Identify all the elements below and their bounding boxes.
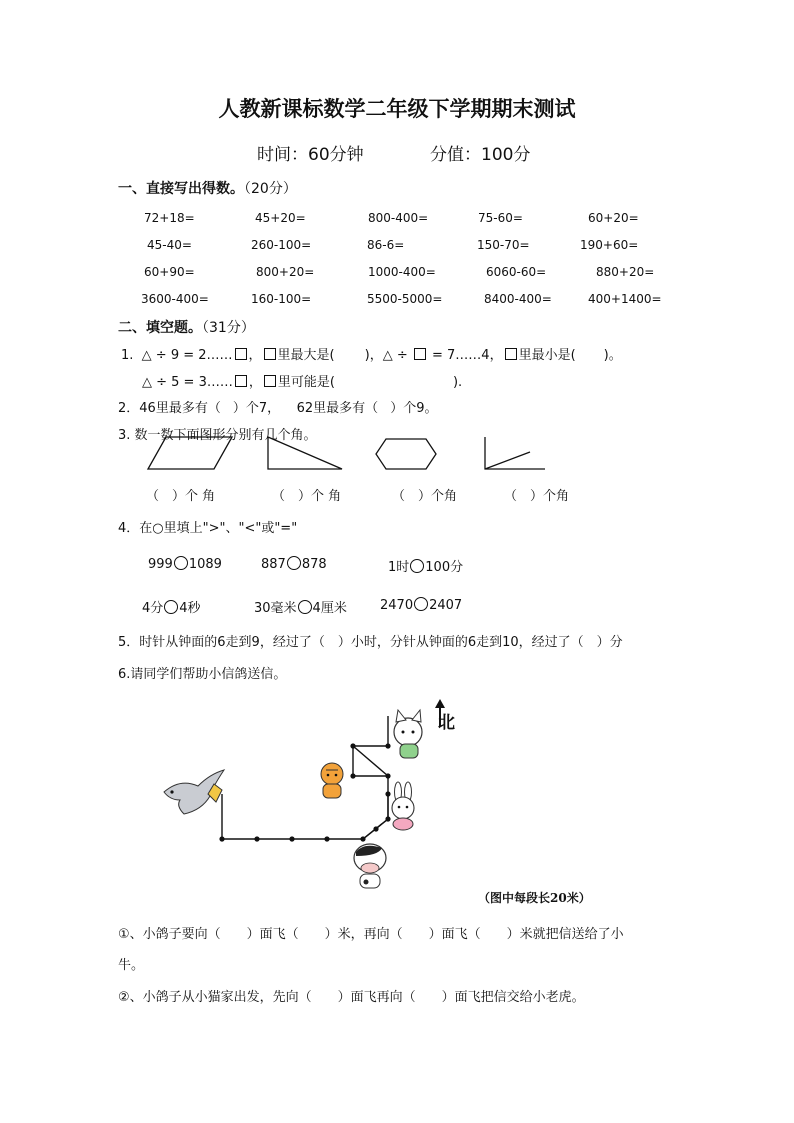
pigeon-route-map xyxy=(150,696,630,914)
calc-item: 60+20= xyxy=(588,211,639,225)
calc-item: 60+90= xyxy=(144,265,195,279)
exam-score: 分值：100分 xyxy=(430,145,531,165)
exam-time: 时间：60分钟 xyxy=(257,145,364,165)
circle-blank-icon[interactable] xyxy=(410,559,424,573)
compare-item: 887 878 xyxy=(261,557,327,572)
calc-item: 1000-400= xyxy=(368,265,436,279)
section-2-heading: 二、填空题。（31分） xyxy=(118,320,255,336)
calc-item: 150-70= xyxy=(477,238,530,252)
route-dots xyxy=(219,743,390,841)
calc-item: 3600-400= xyxy=(141,292,209,306)
circle-blank-icon[interactable] xyxy=(287,556,301,570)
answer-angles-4: （ ）个角 xyxy=(504,489,570,504)
hexagon-shape xyxy=(376,439,436,469)
calc-item: 190+60= xyxy=(580,238,639,252)
question-2: 2．46里最多有（ ）个7， 62里最多有（ ）个9。 xyxy=(118,401,438,416)
calc-item: 260-100= xyxy=(251,238,312,252)
square-box-icon xyxy=(264,375,276,387)
circle-blank-icon[interactable] xyxy=(298,600,312,614)
rabbit-icon xyxy=(392,782,414,830)
answer-angles-2: （ ）个 角 xyxy=(272,489,342,504)
calc-item: 8400-400= xyxy=(484,292,552,306)
tiger-icon xyxy=(321,763,343,798)
square-box-icon xyxy=(235,348,247,360)
circle-blank-icon[interactable] xyxy=(164,600,178,614)
calc-item: 800-400= xyxy=(368,211,429,225)
question-6-part-1-cont: 牛。 xyxy=(118,958,145,973)
calc-item: 880+20= xyxy=(596,265,655,279)
square-box-icon xyxy=(414,348,426,360)
question-6: 6.请同学们帮助小信鸽送信。 xyxy=(118,667,287,682)
answer-angles-3: （ ）个角 xyxy=(392,489,458,504)
question-5: 5．时针从钟面的6走到9，经过了（ ）小时，分针从钟面的6走到10，经过了（ ）分 xyxy=(118,635,623,650)
calc-item: 400+1400= xyxy=(588,292,662,306)
calc-item: 160-100= xyxy=(251,292,312,306)
parallelogram-shape xyxy=(148,437,232,469)
circle-blank-icon[interactable] xyxy=(414,597,428,611)
calc-item: 75-60= xyxy=(478,211,523,225)
question-1-line-1: 1. △ ÷ 9 = 2…… ， 里最大是( )，△ ÷ = 7……4， 里最小是( )。 xyxy=(121,348,622,363)
calc-item: 6060-60= xyxy=(486,265,547,279)
answer-angles-1: （ ）个 角 xyxy=(146,489,216,504)
compare-item: 4分 4秒 xyxy=(142,601,201,616)
angle-ray xyxy=(485,452,530,469)
calc-item: 5500-5000= xyxy=(367,292,443,306)
question-4: 4．在○里填上">"、"<"或"=" xyxy=(118,521,298,536)
scale-note: （图中每段长20米） xyxy=(478,891,591,905)
calc-item: 72+18= xyxy=(144,211,195,225)
angle-shapes xyxy=(140,433,560,475)
compare-item: 1时 100分 xyxy=(388,560,464,575)
square-box-icon xyxy=(505,348,517,360)
angle-shape xyxy=(485,437,545,469)
question-3: 3. 数一数下面图形分别有几个角。 xyxy=(118,428,317,443)
calc-item: 45-40= xyxy=(147,238,192,252)
route-path xyxy=(222,716,388,839)
compare-item: 30毫米 4厘米 xyxy=(254,601,347,616)
cow-icon xyxy=(354,844,386,888)
compare-item: 999 1089 xyxy=(148,557,222,572)
page-title: 人教新课标数学二年级下学期期末测试 xyxy=(218,96,576,121)
right-triangle-shape xyxy=(268,437,342,469)
section-1-heading: 一、直接写出得数。（20分） xyxy=(118,181,297,197)
square-box-icon xyxy=(264,348,276,360)
cat-icon xyxy=(394,710,422,758)
north-label: 北 xyxy=(438,713,455,733)
question-6-part-1: ①、小鸽子要向（ ）面飞（ ）米，再向（ ）面飞（ ）米就把信送给了小 xyxy=(118,927,624,942)
calc-item: 45+20= xyxy=(255,211,306,225)
question-1-line-2: △ ÷ 5 = 3…… ， 里可能是( ). xyxy=(142,375,463,390)
calc-item: 800+20= xyxy=(256,265,315,279)
calc-item: 86-6= xyxy=(367,238,405,252)
circle-blank-icon[interactable] xyxy=(174,556,188,570)
square-box-icon xyxy=(235,375,247,387)
compare-item: 2470 2407 xyxy=(380,598,463,613)
question-6-part-2: ②、小鸽子从小猫家出发，先向（ ）面飞再向（ ）面飞把信交给小老虎。 xyxy=(118,990,585,1005)
